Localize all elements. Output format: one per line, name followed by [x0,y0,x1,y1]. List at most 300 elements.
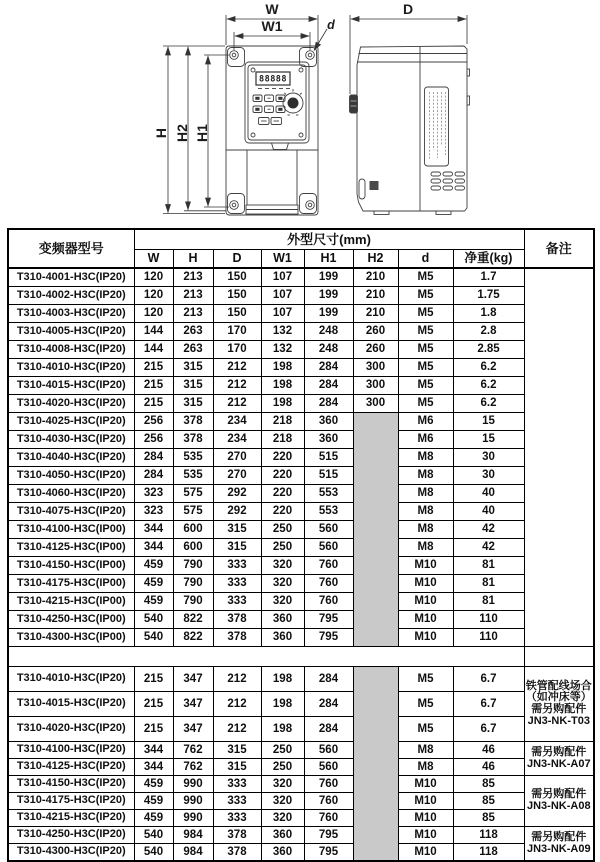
dim-cell: 220 [261,485,304,503]
dim-cell: 212 [213,395,261,413]
dim-cell: 315 [213,759,261,776]
table-row [8,268,594,287]
model-cell: T310-4025-H3C(IP20) [8,413,134,431]
dim-cell: 320 [261,810,304,827]
table-row [8,413,594,431]
dim-cell: 795 [304,611,353,629]
screw-cell: M8 [398,521,453,539]
weight-cell: 46 [453,759,524,776]
dim-cell: 213 [173,305,213,323]
table-row [8,305,594,323]
dim-cell: 215 [134,692,173,717]
dim-cell: 198 [261,692,304,717]
dim-cell: 760 [304,776,353,793]
dimension-drawing [0,0,600,228]
dim-cell: 284 [304,667,353,692]
dim-cell: 760 [304,557,353,575]
nameplate [425,87,449,166]
col-header-model: 变频器型号 [8,229,134,268]
dim-cell: 263 [173,323,213,341]
drawing-svg [0,0,600,228]
vent-slots [431,172,465,190]
model-cell: T310-4040-H3C(IP20) [8,449,134,467]
screw-cell: M10 [398,629,453,647]
dim-cell: 344 [134,539,173,557]
weight-cell: 6.2 [453,395,524,413]
dim-cell: 256 [134,413,173,431]
dim-cell: 347 [173,692,213,717]
model-cell: T310-4002-H3C(IP20) [8,287,134,305]
dim-label-d-hole: d [327,18,335,32]
dim-cell: 333 [213,776,261,793]
model-cell: T310-4150-H3C(IP20) [8,776,134,793]
model-cell: T310-4125-H3C(IP20) [8,759,134,776]
table-row [8,287,594,305]
dim-cell: 560 [304,742,353,759]
dim-cell: 990 [173,776,213,793]
remark-cell: 铁管配线场合 （如冲床等） 需另购配件 JN3-NK-T03 [524,667,594,742]
h2-gray-cell [353,667,398,862]
dim-cell: 120 [134,268,173,287]
dim-cell: 540 [134,827,173,844]
weight-cell: 6.7 [453,667,524,692]
dim-cell: 120 [134,305,173,323]
dim-label-h: H [153,127,169,139]
col-header-h: H [173,250,213,269]
model-cell: T310-4008-H3C(IP20) [8,341,134,359]
dim-cell: 212 [213,359,261,377]
table-row [8,449,594,467]
dim-cell: 300 [353,395,398,413]
weight-cell: 6.7 [453,692,524,717]
table-row [8,611,594,629]
side-latch [350,95,358,113]
dim-cell: 459 [134,776,173,793]
dim-cell: 292 [213,503,261,521]
dim-cell: 213 [173,268,213,287]
model-cell: T310-4001-H3C(IP20) [8,268,134,287]
dim-cell: 378 [213,629,261,647]
screw-cell: M5 [398,323,453,341]
dim-cell: 250 [261,742,304,759]
spec-table-body [8,268,594,861]
dim-cell: 212 [213,667,261,692]
weight-cell: 42 [453,539,524,557]
dim-cell: 256 [134,431,173,449]
model-cell: T310-4010-H3C(IP20) [8,667,134,692]
model-cell: T310-4003-H3C(IP20) [8,305,134,323]
weight-cell: 118 [453,827,524,844]
dim-cell: 360 [261,611,304,629]
model-cell: T310-4175-H3C(IP00) [8,575,134,593]
dim-cell: 990 [173,810,213,827]
dim-cell: 822 [173,611,213,629]
screw-cell: M6 [398,413,453,431]
dim-cell: 760 [304,575,353,593]
dim-cell: 170 [213,341,261,359]
dim-cell: 107 [261,305,304,323]
dim-cell: 333 [213,575,261,593]
dim-cell: 540 [134,611,173,629]
dim-cell: 292 [213,485,261,503]
weight-cell: 40 [453,503,524,521]
dim-cell: 760 [304,793,353,810]
screw-cell: M8 [398,467,453,485]
screw-cell: M5 [398,667,453,692]
dim-cell: 323 [134,503,173,521]
dimension-lines [163,15,467,214]
dim-cell: 822 [173,629,213,647]
weight-cell: 1.8 [453,305,524,323]
dim-cell: 575 [173,485,213,503]
dim-cell: 198 [261,395,304,413]
dim-cell: 150 [213,305,261,323]
model-cell: T310-4010-H3C(IP20) [8,359,134,377]
screw-cell: M10 [398,793,453,810]
screw-cell: M5 [398,341,453,359]
dim-cell: 540 [134,629,173,647]
weight-cell: 40 [453,485,524,503]
dim-cell: 333 [213,810,261,827]
weight-cell: 81 [453,557,524,575]
screw-cell: M8 [398,449,453,467]
col-header-h2: H2 [353,250,398,269]
dim-cell: 150 [213,287,261,305]
dim-cell: 218 [261,413,304,431]
dim-cell: 762 [173,759,213,776]
dim-cell: 315 [173,395,213,413]
dim-cell: 540 [134,844,173,862]
keypad-buttons [253,95,285,125]
weight-cell: 30 [453,467,524,485]
dim-cell: 215 [134,667,173,692]
dim-cell: 378 [213,827,261,844]
weight-cell: 6.7 [453,717,524,742]
dim-cell: 360 [304,431,353,449]
model-cell: T310-4125-H3C(IP00) [8,539,134,557]
table-row [8,593,594,611]
dim-cell: 284 [304,395,353,413]
dim-cell: 347 [173,717,213,742]
dim-cell: 315 [213,539,261,557]
dim-cell: 270 [213,467,261,485]
col-header-w1: W1 [261,250,304,269]
dim-cell: 323 [134,485,173,503]
dim-cell: 320 [261,593,304,611]
weight-cell: 110 [453,629,524,647]
screw-cell: M5 [398,305,453,323]
weight-cell: 30 [453,449,524,467]
table-row [8,503,594,521]
weight-cell: 1.75 [453,287,524,305]
dim-cell: 215 [134,717,173,742]
weight-cell: 118 [453,844,524,862]
dim-cell: 212 [213,692,261,717]
separator-cell [8,647,524,667]
table-row [8,395,594,413]
col-header-dims-group: 外型尺寸(mm) [134,229,524,250]
dim-cell: 215 [134,377,173,395]
weight-cell: 81 [453,575,524,593]
dim-cell: 600 [173,521,213,539]
model-cell: T310-4100-H3C(IP00) [8,521,134,539]
weight-cell: 81 [453,593,524,611]
dim-cell: 984 [173,827,213,844]
dim-cell: 300 [353,359,398,377]
dim-cell: 333 [213,593,261,611]
screw-cell: M5 [398,287,453,305]
dim-cell: 198 [261,717,304,742]
remark-cell [524,268,594,647]
dim-cell: 199 [304,268,353,287]
model-cell: T310-4075-H3C(IP20) [8,503,134,521]
dim-cell: 234 [213,431,261,449]
col-header-remark: 备注 [524,229,594,268]
model-cell: T310-4300-H3C(IP00) [8,629,134,647]
weight-cell: 42 [453,521,524,539]
col-header-d: d [398,250,453,269]
dim-cell: 459 [134,593,173,611]
dim-cell: 284 [134,467,173,485]
dim-cell: 144 [134,323,173,341]
dim-cell: 170 [213,323,261,341]
dim-cell: 284 [304,717,353,742]
table-row [8,359,594,377]
table-row [8,793,594,810]
weight-cell: 2.8 [453,323,524,341]
weight-cell: 6.2 [453,359,524,377]
dim-cell: 284 [304,377,353,395]
dim-cell: 300 [353,377,398,395]
dim-cell: 315 [173,359,213,377]
dim-cell: 560 [304,539,353,557]
dim-cell: 360 [261,844,304,862]
dim-cell: 250 [261,539,304,557]
dim-cell: 210 [353,305,398,323]
model-cell: T310-4150-H3C(IP00) [8,557,134,575]
dim-cell: 107 [261,287,304,305]
dim-cell: 360 [304,413,353,431]
dim-cell: 575 [173,503,213,521]
table-row [8,844,594,862]
dim-cell: 120 [134,287,173,305]
dim-cell: 762 [173,742,213,759]
dim-cell: 260 [353,341,398,359]
screw-cell: M8 [398,539,453,557]
weight-cell: 46 [453,742,524,759]
dim-cell: 459 [134,575,173,593]
dim-cell: 320 [261,575,304,593]
dim-cell: 199 [304,305,353,323]
model-cell: T310-4300-H3C(IP20) [8,844,134,862]
model-cell: T310-4015-H3C(IP20) [8,692,134,717]
table-row [8,467,594,485]
table-row [8,717,594,742]
table-row [8,341,594,359]
screw-cell: M5 [398,692,453,717]
dim-cell: 320 [261,557,304,575]
dim-cell: 210 [353,268,398,287]
dim-cell: 378 [213,611,261,629]
dim-cell: 378 [173,431,213,449]
model-cell: T310-4005-H3C(IP20) [8,323,134,341]
dim-cell: 795 [304,629,353,647]
dim-label-w1: W1 [261,18,283,34]
screw-cell: M8 [398,759,453,776]
dim-cell: 218 [261,431,304,449]
dim-cell: 284 [304,692,353,717]
dim-cell: 790 [173,593,213,611]
dim-cell: 600 [173,539,213,557]
dim-cell: 234 [213,413,261,431]
screw-cell: M10 [398,611,453,629]
remark-cell: 需另购配件 JN3-NK-A08 [524,776,594,827]
remark-cell: 需另购配件 JN3-NK-A07 [524,742,594,776]
screw-cell: M8 [398,503,453,521]
table-row [8,485,594,503]
table-row [8,810,594,827]
table-row [8,776,594,793]
dim-cell: 553 [304,503,353,521]
dim-cell: 535 [173,449,213,467]
table-row [8,431,594,449]
dim-cell: 760 [304,810,353,827]
front-view [226,46,318,215]
h2-gray-cell [353,413,398,647]
dim-cell: 790 [173,575,213,593]
screw-cell: M5 [398,377,453,395]
table-row [8,742,594,759]
dim-cell: 315 [213,742,261,759]
table-row [8,667,594,692]
dim-cell: 215 [134,395,173,413]
side-view [350,46,470,215]
dim-cell: 515 [304,467,353,485]
dim-cell: 795 [304,844,353,862]
dim-cell: 284 [304,359,353,377]
table-row [8,323,594,341]
dim-cell: 198 [261,377,304,395]
dim-cell: 315 [173,377,213,395]
weight-cell: 85 [453,810,524,827]
weight-cell: 2.85 [453,341,524,359]
weight-cell: 6.2 [453,377,524,395]
model-cell: T310-4020-H3C(IP20) [8,395,134,413]
table-row [8,759,594,776]
dim-cell: 459 [134,793,173,810]
dim-cell: 344 [134,742,173,759]
dim-cell: 378 [213,844,261,862]
spec-table-wrap [7,228,593,862]
dim-cell: 378 [173,413,213,431]
dim-cell: 260 [353,323,398,341]
weight-cell: 1.7 [453,268,524,287]
dim-cell: 344 [134,521,173,539]
screw-cell: M5 [398,717,453,742]
model-cell: T310-4175-H3C(IP20) [8,793,134,810]
weight-cell: 85 [453,793,524,810]
dim-label-h1: H1 [194,124,210,142]
dim-cell: 990 [173,793,213,810]
dim-cell: 150 [213,268,261,287]
dim-cell: 535 [173,467,213,485]
col-header-w: W [134,250,173,269]
dim-cell: 263 [173,341,213,359]
model-cell: T310-4100-H3C(IP20) [8,742,134,759]
separator-remark-cell [524,647,594,667]
dim-cell: 250 [261,521,304,539]
dim-cell: 107 [261,268,304,287]
screw-cell: M8 [398,485,453,503]
weight-cell: 15 [453,413,524,431]
dim-cell: 284 [134,449,173,467]
weight-cell: 15 [453,431,524,449]
dim-cell: 248 [304,323,353,341]
dim-label-h2: H2 [174,124,190,142]
model-cell: T310-4020-H3C(IP20) [8,717,134,742]
screw-cell: M5 [398,359,453,377]
model-cell: T310-4050-H3C(IP20) [8,467,134,485]
led-display-digits: 88888 [258,74,288,85]
dim-cell: 270 [213,449,261,467]
col-header-h1: H1 [304,250,353,269]
dim-label-d-depth: D [402,1,414,17]
dim-cell: 459 [134,810,173,827]
dim-cell: 220 [261,467,304,485]
screw-cell: M8 [398,742,453,759]
table-row [8,377,594,395]
dim-cell: 515 [304,449,353,467]
table-row [8,692,594,717]
screw-cell: M5 [398,395,453,413]
dim-cell: 347 [173,667,213,692]
table-row [8,557,594,575]
weight-cell: 110 [453,611,524,629]
dim-cell: 248 [304,341,353,359]
dim-cell: 198 [261,359,304,377]
model-cell: T310-4015-H3C(IP20) [8,377,134,395]
model-cell: T310-4250-H3C(IP20) [8,827,134,844]
table-row [8,827,594,844]
dim-cell: 360 [261,827,304,844]
weight-cell: 85 [453,776,524,793]
dim-cell: 132 [261,323,304,341]
screw-cell: M10 [398,844,453,862]
dim-cell: 560 [304,521,353,539]
model-cell: T310-4215-H3C(IP20) [8,810,134,827]
screw-cell: M10 [398,593,453,611]
dim-cell: 760 [304,593,353,611]
dim-cell: 213 [173,287,213,305]
dim-label-w: W [265,1,279,17]
dim-cell: 315 [213,521,261,539]
screw-cell: M10 [398,557,453,575]
col-header-kg: 净重(kg) [453,250,524,269]
col-header-d: D [213,250,261,269]
separator-row [8,647,594,667]
screw-cell: M6 [398,431,453,449]
model-cell: T310-4030-H3C(IP20) [8,431,134,449]
dim-cell: 320 [261,776,304,793]
table-row [8,575,594,593]
dim-cell: 333 [213,557,261,575]
dim-cell: 790 [173,557,213,575]
dim-cell: 210 [353,287,398,305]
screw-cell: M10 [398,827,453,844]
dim-cell: 459 [134,557,173,575]
model-cell: T310-4250-H3C(IP00) [8,611,134,629]
model-cell: T310-4060-H3C(IP20) [8,485,134,503]
